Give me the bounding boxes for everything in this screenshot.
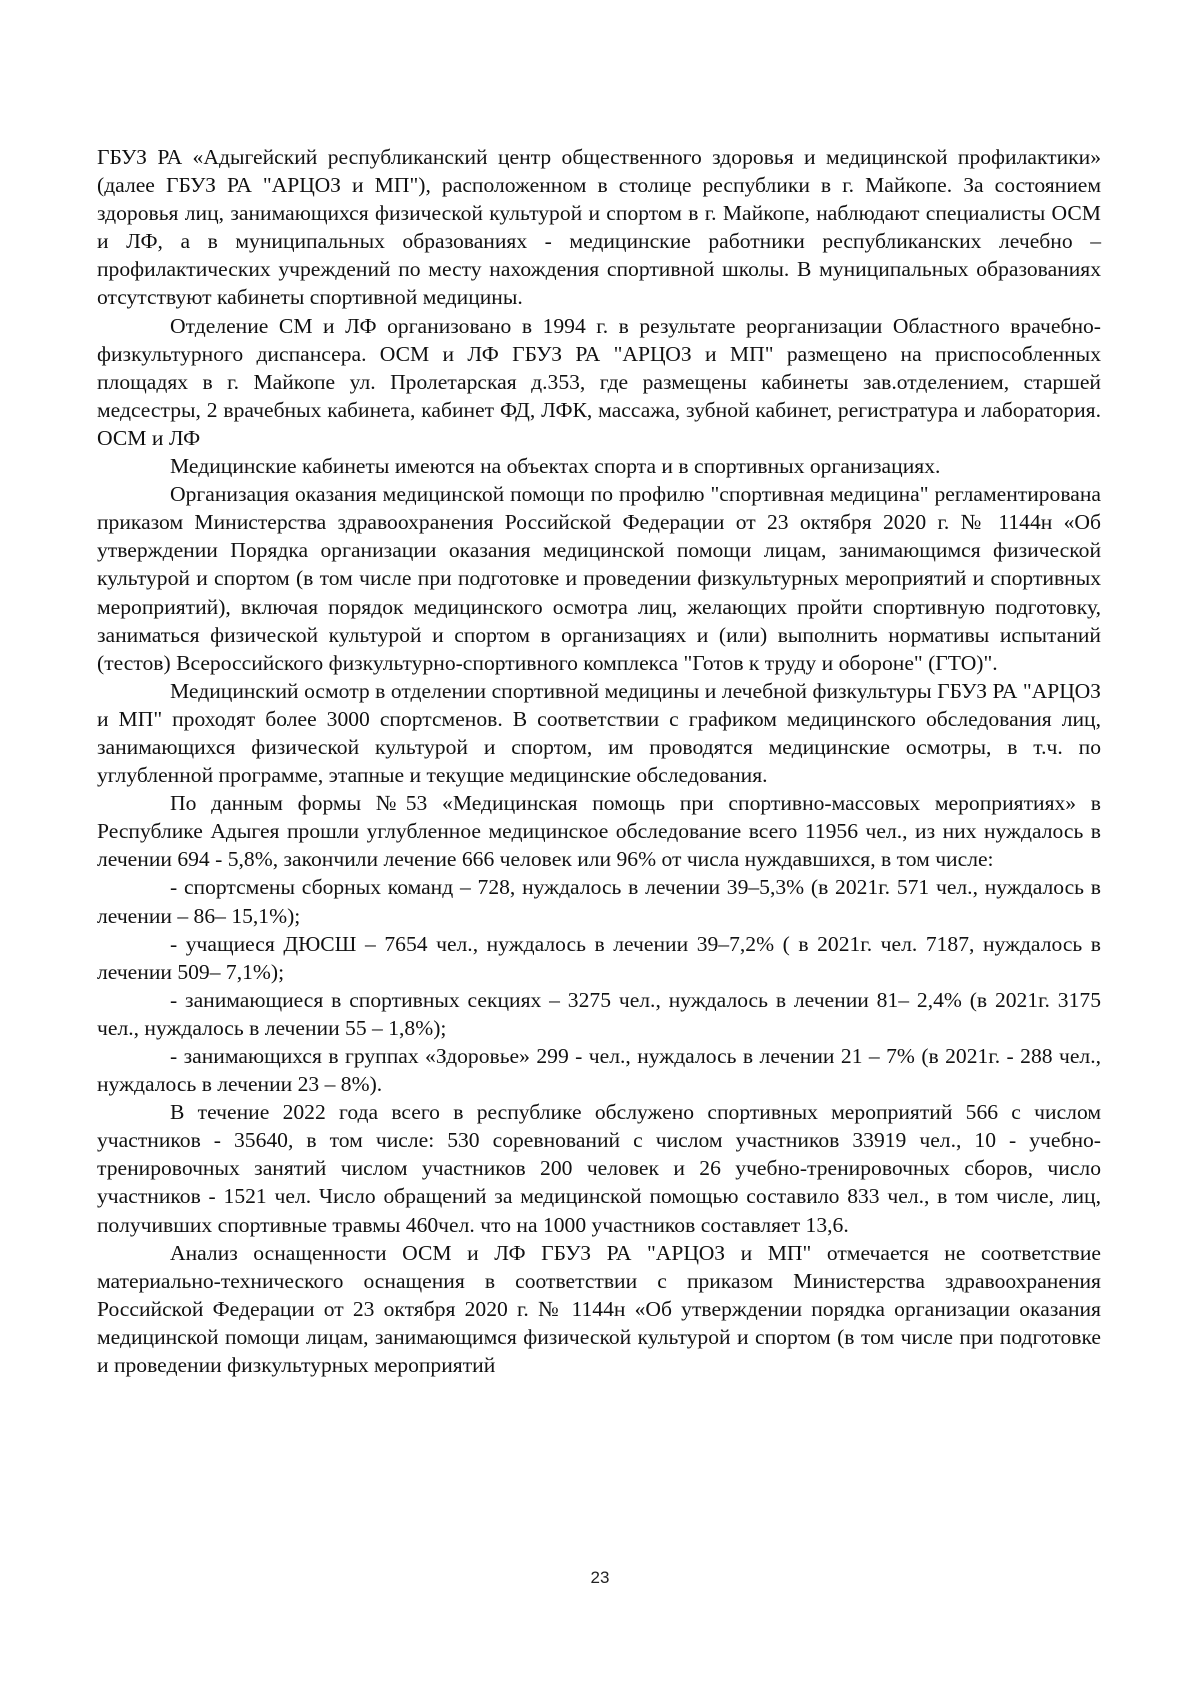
paragraph-equipment-analysis: Анализ оснащенности ОСМ и ЛФ ГБУЗ РА "АРЦОЗ и МП" отмечается не соответствие материально-технического оснащения в соответствии с приказом Министерства здравоохранения Российской Федерации от 23 октября 2020 г. № 1144н «Об утверждении порядка организации оказания медицинской помощи лицам, занимающимся физической культурой и спортом (в том числе при подготовке и проведении физкультурных мероприятий: [97, 1240, 1101, 1378]
list-item-sports-sections: - занимающиеся в спортивных секциях – 3275 чел., нуждалось в лечении 81– 2,4% (в 2021г. 3175 чел., нуждалось в лечении 55 – 1,8%);: [97, 987, 1101, 1040]
list-item-health-groups: - занимающихся в группах «Здоровье» 299 - чел., нуждалось в лечении 21 – 7% (в 2021г. - 288 чел., нуждалось в лечении 23 – 8%).: [97, 1044, 1101, 1097]
document-body: [97, 143, 1101, 1379]
paragraph-events-2022: В течение 2022 года всего в республике обслужено спортивных мероприятий 566 с числом участников - 35640, в том числе: 530 соревнований с числом участников 33919 чел., 10 - учебно-тренировочных занятий числом участников 200 человек и 26 учебно-тренировочных сборов, число участников - 1521 чел. Число обращений за медицинской помощью составило 833 чел., в том числе, лиц, получивших спортивные травмы 460чел. что на 1000 участников составляет 13,6.: [97, 1100, 1101, 1237]
paragraph-form-53: По данным формы №53 «Медицинская помощь при спортивно-массовых мероприятиях» в Республике Адыгея прошли углубленное медицинское обследование всего 11956 чел., из них нуждалось в лечении 694 - 5,8%, закончили лечение 666 человек или 96% от числа нуждавшихся, в том числе:: [97, 791, 1101, 872]
list-item-national-teams: - спортсмены сборных команд – 728, нуждалось в лечении 39–5,3% (в 2021г. 571 чел., нуждалось в лечении – 86– 15,1%);: [97, 875, 1101, 928]
paragraph-department-history: Отделение СМ и ЛФ организовано в 1994 г. в результате реорганизации Областного врачебно-физкультурного диспансера. ОСМ и ЛФ ГБУЗ РА "АРЦОЗ и МП" размещено на приспособленных площадях в г. Майкопе ул. Пролетарская д.353, где размещены кабинеты зав.отделением, старшей медсестры, 2 врачебных кабинета, кабинет ФД, ЛФК, массажа, зубной кабинет, регистратура и лаборатория. ОСМ и ЛФ: [97, 313, 1101, 450]
paragraph-medical-exam: Медицинский осмотр в отделении спортивной медицины и лечебной физкультуры ГБУЗ РА "АРЦОЗ и МП" проходят более 3000 спортсменов. В соответствии с графиком медицинского обследования лиц, занимающихся физической культурой и спортом, им проводятся медицинские осмотры, в т.ч. по углубленной программе, этапные и текущие медицинские обследования.: [97, 678, 1101, 788]
list-item-sports-school: - учащиеся ДЮСШ – 7654 чел., нуждалось в лечении 39–7,2% ( в 2021г. чел. 7187, нуждалось в лечении 509– 7,1%);: [97, 931, 1101, 984]
paragraph-regulation: Организация оказания медицинской помощи по профилю "спортивная медицина" регламентирована приказом Министерства здравоохранения Российской Федерации от 23 октября 2020 г. № 1144н «Об утверждении Порядка организации оказания медицинской помощи лицам, занимающимся физической культурой и спортом (в том числе при подготовке и проведении физкультурных мероприятий и спортивных мероприятий), включая порядок медицинского осмотра лиц, желающих пройти спортивную подготовку, заниматься физической культурой и спортом в организациях и (или) выполнить нормативы испытаний (тестов) Всероссийского физкультурно-спортивного комплекса "Готов к труду и обороне" (ГТО)".: [97, 482, 1101, 675]
paragraph-medical-rooms: Медицинские кабинеты имеются на объектах спорта и в спортивных организациях.: [170, 454, 941, 479]
page-number: 23: [590, 1568, 610, 1587]
paragraph-intro: ГБУЗ РА «Адыгейский республиканский центр общественного здоровья и медицинской профилактики» (далее ГБУЗ РА "АРЦОЗ и МП"), расположенном в столице республики в г. Майкопе. За состоянием здоровья лиц, занимающихся физической культурой и спортом в г. Майкопе, наблюдают специалисты ОСМ и ЛФ, а в муниципальных образованиях - медицинские работники республиканских лечебно – профилактических учреждений по месту нахождения спортивной школы. В муниципальных образованиях отсутствуют кабинеты спортивной медицины.: [97, 145, 1101, 310]
